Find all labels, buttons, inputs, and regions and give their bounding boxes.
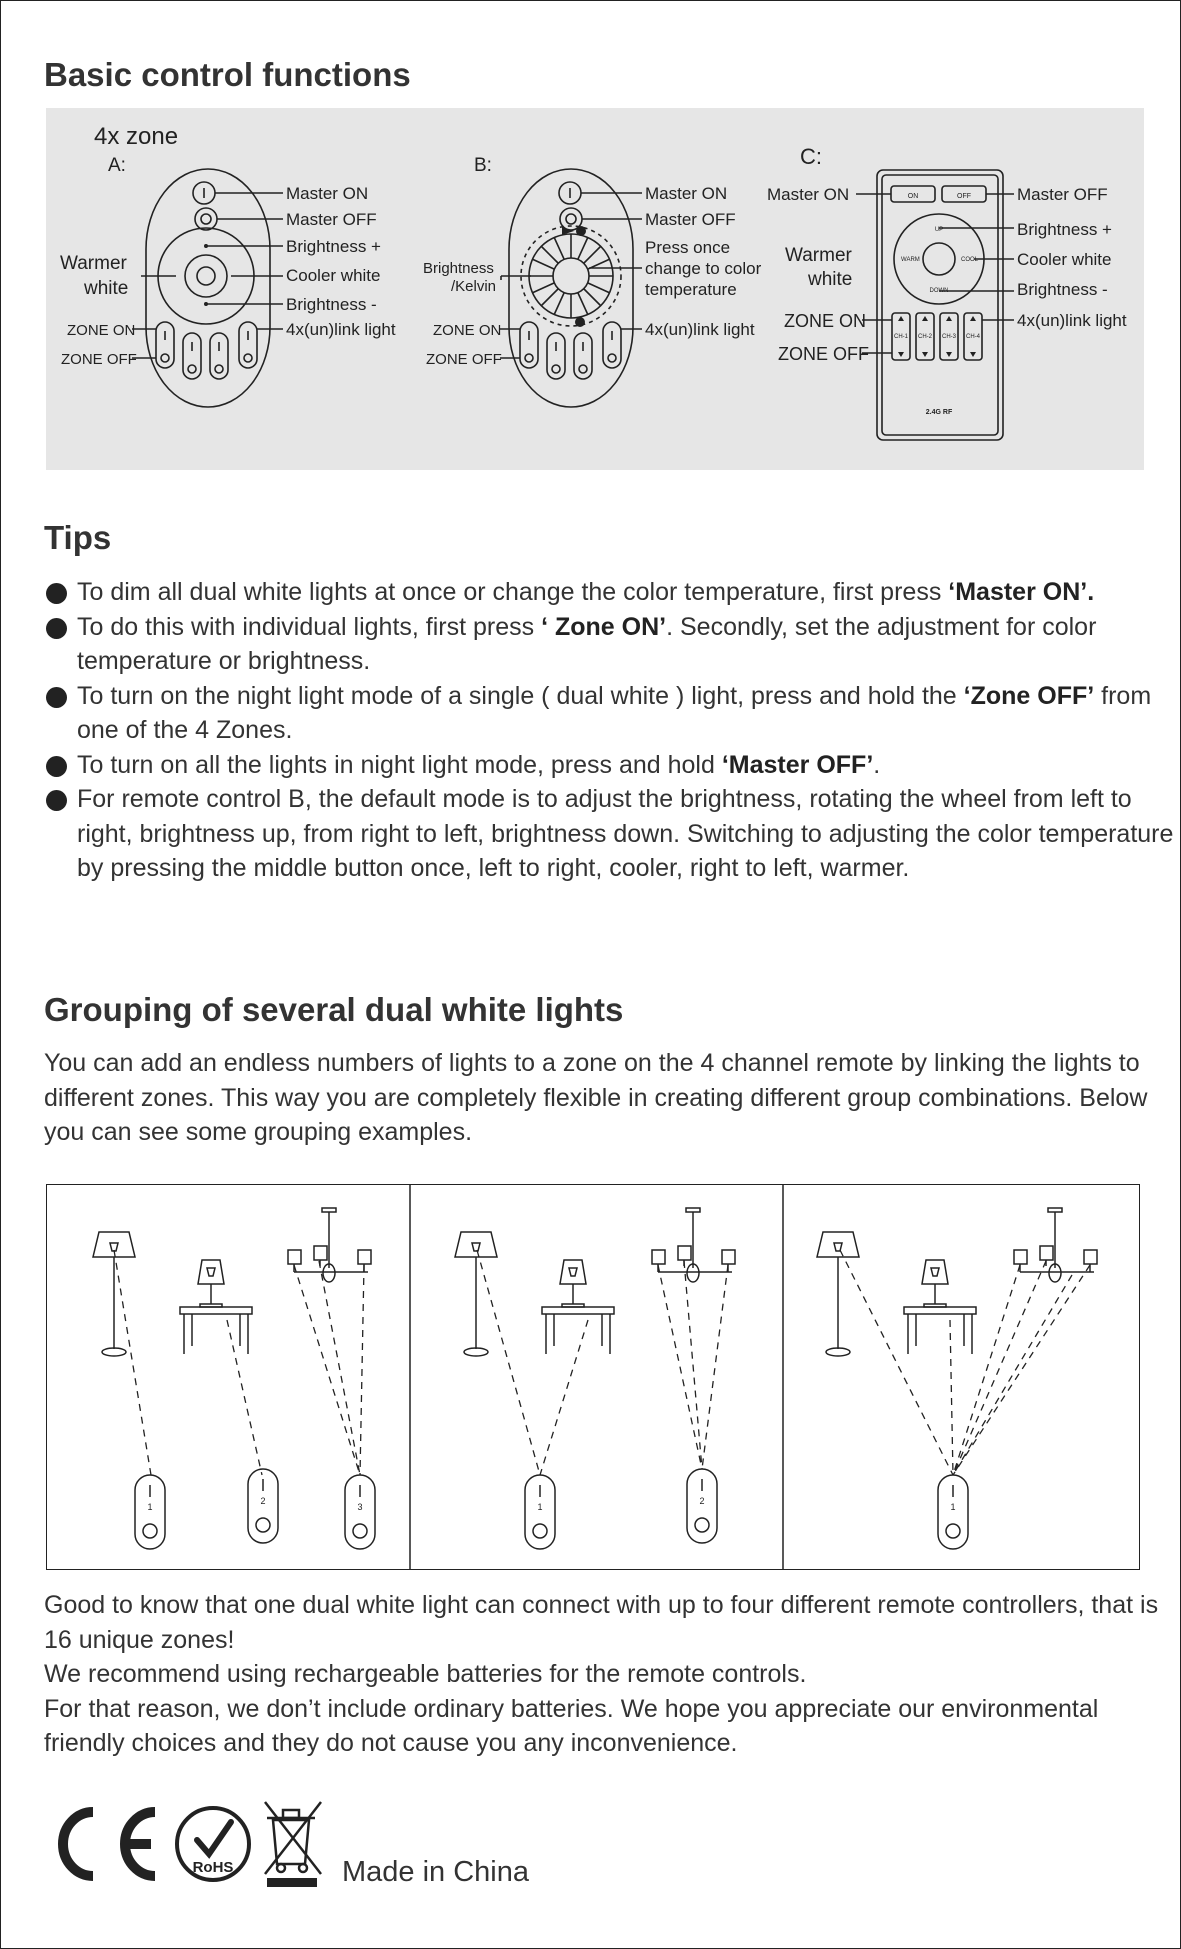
grouping-examples <box>46 1184 1140 1570</box>
tip-text-after: . Secondly, set the adjustment for color temperature or brightness. <box>77 612 1097 675</box>
bullet-icon <box>46 618 67 639</box>
remote-a-warmer: Warmer <box>60 253 127 274</box>
tips-list <box>44 575 1174 886</box>
grouping-title: Grouping of several dual white lights <box>44 991 624 1028</box>
group-1-remote-c-label: 3 <box>357 1502 363 1512</box>
compliance-marks <box>51 1798 341 1893</box>
tip-text: To turn on the night light mode of a single ( dual white ) light, press and hold the <box>77 681 964 710</box>
remote-b-press-once: Press once <box>645 238 731 257</box>
ce-mark-icon <box>63 1812 155 1876</box>
footer-line-1: Good to know that one dual white light can connect with up to four different remote controllers, that is 16 unique zones! <box>44 1591 1159 1654</box>
group-1-remote-a-label: 1 <box>147 1502 153 1512</box>
tip-text-after: . <box>873 750 881 779</box>
tip-item <box>44 679 1174 748</box>
remote-a-body <box>146 169 270 407</box>
remote-b-kelvin: /Kelvin <box>451 278 497 295</box>
remote-c-zone-off: ZONE OFF <box>778 344 869 364</box>
group-example-2 <box>455 1208 735 1549</box>
tip-text: To do this with individual lights, first press <box>77 612 542 641</box>
bullet-icon <box>46 583 67 604</box>
remote-c-ch1: CH-1 <box>893 334 909 340</box>
remote-b-change-color: change to color <box>645 259 762 278</box>
remotes-illustration <box>46 108 1144 470</box>
tip-bold: ‘Master ON’. <box>948 578 1095 606</box>
remote-c-brightness-minus: Brightness - <box>1017 280 1108 299</box>
remote-c-up: UP <box>934 227 944 233</box>
made-in-china: Made in China <box>342 1856 529 1888</box>
remote-c-down: DOWN <box>929 288 949 294</box>
remote-a-zone-off: ZONE OFF <box>61 351 137 368</box>
remote-c-ch4: CH-4 <box>965 334 981 340</box>
tip-item <box>44 782 1174 886</box>
remote-c-warm: WARM <box>901 257 920 263</box>
remote-a-brightness-plus: Brightness + <box>286 237 381 256</box>
remote-c-off-button: OFF <box>957 193 971 200</box>
remote-c-ch3: CH-3 <box>941 334 957 340</box>
remote-c-master-on: Master ON <box>767 185 850 204</box>
tip-item <box>44 748 1174 783</box>
tip-text: To turn on all the lights in night light mode, press and hold <box>77 750 722 779</box>
footer-line-2: We recommend using rechargeable batteries for the remote controls. <box>44 1660 807 1688</box>
remote-b-zone-on: ZONE ON <box>433 322 502 339</box>
remote-a-link: 4x(un)link light <box>286 320 396 339</box>
remote-c-brightness-plus: Brightness + <box>1017 220 1112 239</box>
grouping-illustration <box>47 1185 1139 1569</box>
weee-bin-icon <box>265 1802 321 1887</box>
footer-line-3: For that reason, we don’t include ordinary batteries. We hope you appreciate our environmental friendly choices and they do not cause you any inconvenience. <box>44 1694 1099 1757</box>
remotes-panel <box>46 108 1144 470</box>
group-example-3 <box>817 1208 1097 1549</box>
remote-a-letter: A: <box>108 155 126 176</box>
remote-c-warmer: Warmer <box>785 245 852 266</box>
tip-bold: ‘Master OFF’ <box>721 750 874 779</box>
remote-c-body <box>877 170 1003 440</box>
group-1-remote-b-label: 2 <box>260 1496 266 1506</box>
tip-text: For remote control B, the default mode is to adjust the brightness, rotating the wheel from left to right, brightness up, from right to left, brightness down. Switching to adjusting the color temperature by pressing the middle button once, left to right, cooler, right to left, warmer. <box>77 785 1174 882</box>
remote-a-master-off: Master OFF <box>286 210 377 229</box>
group-3-remote-label: 1 <box>950 1502 956 1512</box>
remote-a-master-on: Master ON <box>286 184 369 203</box>
tip-bold: ‘Zone OFF’ <box>963 681 1095 710</box>
remote-b-zone-off: ZONE OFF <box>426 351 502 368</box>
tips-title: Tips <box>44 519 112 556</box>
group-example-1 <box>93 1208 375 1549</box>
remote-b-master-on: Master ON <box>645 184 728 203</box>
remote-b <box>500 169 642 407</box>
remote-b-letter: B: <box>474 155 492 176</box>
compliance-marks-svg <box>51 1798 341 1888</box>
remote-a-white: white <box>84 278 129 299</box>
rohs-icon <box>177 1808 249 1880</box>
group-2-remote-a-label: 1 <box>537 1502 543 1512</box>
tip-bold: ‘ Zone ON’ <box>541 612 667 641</box>
remote-a <box>132 169 283 407</box>
zone-heading: 4x zone <box>94 123 179 150</box>
remote-c <box>856 170 1014 440</box>
wheel-minus-icon <box>575 317 585 327</box>
remote-c-white: white <box>808 269 853 290</box>
tip-item <box>44 575 1174 610</box>
bullet-icon <box>46 756 67 777</box>
tip-text-after: from one of the 4 Zones. <box>77 681 1152 744</box>
remote-a-zone-on: ZONE ON <box>67 322 136 339</box>
remote-b-temperature: temperature <box>645 280 737 299</box>
remote-c-cooler-white: Cooler white <box>1017 250 1112 269</box>
remote-c-zone-on: ZONE ON <box>784 311 867 331</box>
remote-c-cool: COOL <box>961 257 979 263</box>
group-2-remote-b-label: 2 <box>699 1496 705 1506</box>
remote-c-on-button: ON <box>907 193 919 200</box>
wheel-plus-icon <box>576 226 586 236</box>
remote-b-link: 4x(un)link light <box>645 320 755 339</box>
footer-notes <box>44 1588 1164 1761</box>
tip-text: To dim all dual white lights at once or change the color temperature, first press <box>77 578 949 606</box>
tip-item <box>44 610 1174 679</box>
grouping-intro: You can add an endless numbers of lights to a zone on the 4 channel remote by linking the lights to different zones. This way you are completely flexible in creating different group combinations. Below you can see some grouping examples. <box>44 1049 1148 1146</box>
remote-b-brightness: Brightness <box>423 260 494 277</box>
remote-a-cooler-white: Cooler white <box>286 266 381 285</box>
bullet-icon <box>46 790 67 811</box>
remote-c-ch2: CH-2 <box>917 334 933 340</box>
remote-b-master-off: Master OFF <box>645 210 736 229</box>
remote-c-letter: C: <box>800 144 822 169</box>
remote-c-link: 4x(un)link light <box>1017 311 1127 330</box>
basic-control-title: Basic control functions <box>44 56 411 93</box>
bullet-icon <box>46 687 67 708</box>
remote-c-rf-label: 2.4G RF <box>925 409 953 416</box>
remote-c-master-off: Master OFF <box>1017 185 1108 204</box>
remote-a-brightness-minus: Brightness - <box>286 295 377 314</box>
rohs-label: RoHS <box>192 1859 234 1876</box>
